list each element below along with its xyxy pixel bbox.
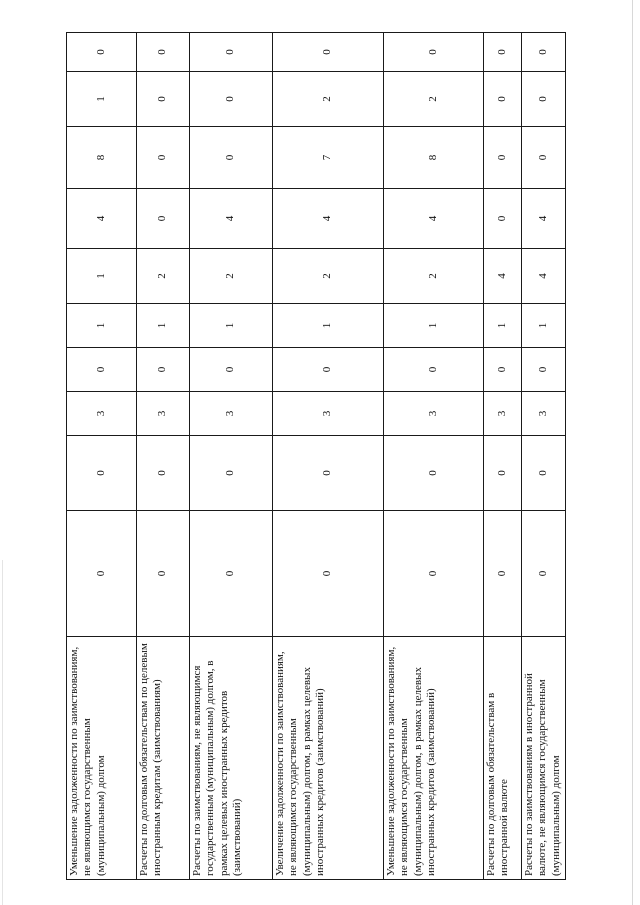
cell-value: 0 xyxy=(137,33,190,72)
row-label: Уменьшение задолженности по заимствованиям, не являющимся государственным (муниципальным) долгом, в рамках целевых иностранных кредитов (заимствований) xyxy=(384,637,484,880)
cell-value: 2 xyxy=(384,249,484,304)
cell-value: 3 xyxy=(484,392,522,436)
scan-edge-left xyxy=(2,560,3,905)
cell-value: 0 xyxy=(522,436,566,511)
cell-value: 3 xyxy=(522,392,566,436)
cell-value: 0 xyxy=(484,127,522,189)
row-label: Увеличение задолженности по заимствованиям, не являющимся государственным (муниципальным) долгом, в рамках целевых иностранных кредитов (заимствований) xyxy=(273,637,384,880)
row-label: Расчеты по заимствованиям в иностранной валюте, не являющимся государственным (муниципальным) долгом xyxy=(522,637,566,880)
cell-value: 3 xyxy=(190,392,273,436)
cell-value: 0 xyxy=(273,436,384,511)
cell-value: 2 xyxy=(137,249,190,304)
cell-value: 0 xyxy=(522,72,566,127)
table-row xyxy=(137,33,190,880)
cell-value: 2 xyxy=(273,249,384,304)
cell-value: 4 xyxy=(522,249,566,304)
cell-value: 3 xyxy=(137,392,190,436)
cell-value: 0 xyxy=(522,348,566,392)
cell-value: 0 xyxy=(190,72,273,127)
cell-value: 0 xyxy=(190,127,273,189)
cell-value: 4 xyxy=(484,249,522,304)
cell-value: 1 xyxy=(484,304,522,348)
cell-value: 0 xyxy=(484,436,522,511)
cell-value: 0 xyxy=(190,511,273,637)
cell-value: 0 xyxy=(67,33,137,72)
cell-value: 2 xyxy=(273,72,384,127)
cell-value: 0 xyxy=(484,33,522,72)
row-label: Расчеты по долговым обязательствам по целевым иностранным кредитам (заимствованиям) xyxy=(137,637,190,880)
cell-value: 0 xyxy=(273,511,384,637)
cell-value: 8 xyxy=(384,127,484,189)
table-row xyxy=(384,33,484,880)
cell-value: 1 xyxy=(137,304,190,348)
row-label: Уменьшение задолженности по заимствованиям, не являющимся государственным (муниципальным) долгом xyxy=(67,637,137,880)
cell-value: 0 xyxy=(67,511,137,637)
cell-value: 8 xyxy=(67,127,137,189)
scan-edge-right xyxy=(632,0,633,905)
cell-value: 0 xyxy=(522,127,566,189)
cell-value: 3 xyxy=(384,392,484,436)
cell-value: 0 xyxy=(190,348,273,392)
cell-value: 4 xyxy=(522,189,566,249)
cell-value: 1 xyxy=(190,304,273,348)
cell-value: 0 xyxy=(273,33,384,72)
cell-value: 1 xyxy=(522,304,566,348)
cell-value: 1 xyxy=(273,304,384,348)
cell-value: 0 xyxy=(522,33,566,72)
cell-value: 4 xyxy=(67,189,137,249)
cell-value: 1 xyxy=(67,304,137,348)
cell-value: 0 xyxy=(484,72,522,127)
cell-value: 0 xyxy=(137,348,190,392)
cell-value: 0 xyxy=(484,189,522,249)
cell-value: 0 xyxy=(384,33,484,72)
cell-value: 4 xyxy=(273,189,384,249)
cell-value: 4 xyxy=(190,189,273,249)
cell-value: 0 xyxy=(190,33,273,72)
cell-value: 1 xyxy=(67,72,137,127)
cell-value: 3 xyxy=(273,392,384,436)
cell-value: 1 xyxy=(384,304,484,348)
cell-value: 0 xyxy=(67,436,137,511)
cell-value: 7 xyxy=(273,127,384,189)
cell-value: 2 xyxy=(190,249,273,304)
table-row xyxy=(67,33,137,880)
cell-value: 0 xyxy=(384,436,484,511)
cell-value: 0 xyxy=(384,348,484,392)
row-label: Расчеты по долговым обязательствам в иностранной валюте xyxy=(484,637,522,880)
cell-value: 0 xyxy=(137,72,190,127)
cell-value: 0 xyxy=(137,127,190,189)
cell-value: 0 xyxy=(67,348,137,392)
cell-value: 0 xyxy=(484,511,522,637)
budget-classification-table xyxy=(66,32,566,880)
table-row xyxy=(484,33,522,880)
table-row xyxy=(273,33,384,880)
cell-value: 0 xyxy=(137,511,190,637)
cell-value: 1 xyxy=(67,249,137,304)
cell-value: 3 xyxy=(67,392,137,436)
cell-value: 0 xyxy=(522,511,566,637)
table-row xyxy=(522,33,566,880)
rotated-table-wrapper xyxy=(66,33,565,880)
cell-value: 4 xyxy=(384,189,484,249)
table-body xyxy=(67,33,566,880)
cell-value: 0 xyxy=(137,436,190,511)
cell-value: 0 xyxy=(190,436,273,511)
cell-value: 0 xyxy=(137,189,190,249)
cell-value: 0 xyxy=(273,348,384,392)
cell-value: 0 xyxy=(484,348,522,392)
table-row xyxy=(190,33,273,880)
row-label: Расчеты по заимствованиям, не являющимся государственным (муниципальным) долгом, в рамках целевых иностранных кредитов (заимствований) xyxy=(190,637,273,880)
cell-value: 2 xyxy=(384,72,484,127)
cell-value: 0 xyxy=(384,511,484,637)
